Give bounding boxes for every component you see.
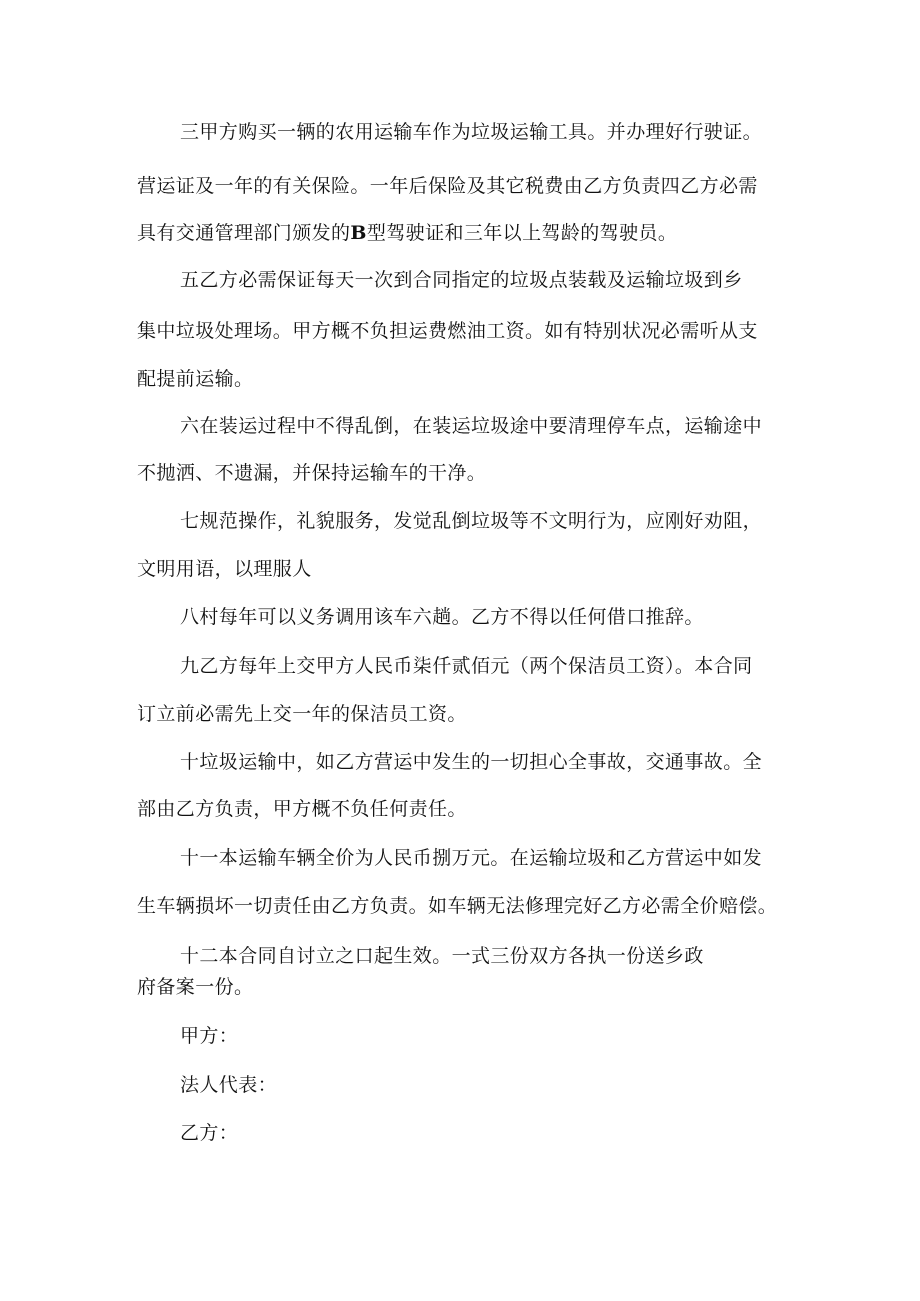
clause-5-line-1: 五乙方必需保证每天一次到合同指定的垃圾点装载及运输垃圾到乡 [180,269,743,291]
signature-party-b: 乙方： [180,1122,239,1144]
clause-11-line-1: 十一本运输车辆全价为人民币捌万元。在运输垃圾和乙方营运中如发 [180,847,763,869]
signature-legal-representative: 法人代表： [180,1074,278,1096]
clause-12-line-1: 十二本合同自讨立之口起生效。一式三份双方各执一份送乡政 [180,945,704,967]
clause-7-line-2: 文明用语，以理服人 [137,558,312,580]
clause-11-line-2: 生车辆损坏一切责任由乙方负责。如车辆无法修理完好乙方必需全价赔偿。 [137,895,778,917]
clause-3-line-1: 三甲方购买一辆的农用运输车作为垃圾运输工具。并办理好行驶证。 [180,121,763,143]
clause-9-line-2: 订立前必需先上交一年的保洁员工资。 [137,703,467,725]
clause-6-line-1: 六在装运过程中不得乱倒，在装运垃圾途中要清理停车点，运输途中 [180,415,763,437]
clause-4-text-a: 具有交通管理部门颁发的 [137,222,351,244]
clause-10-line-2: 部由乙方负责，甲方概不负任何责任。 [137,798,467,820]
clause-3-line-2: 营运证及一年的有关保险。一年后保险及其它税费由乙方负责四乙方必需 [137,175,758,197]
clause-10-line-1: 十垃圾运输中，如乙方营运中发生的一切担心全事故，交通事故。全 [180,751,763,773]
clause-4-line-1 [137,221,677,245]
signature-party-a: 甲方： [180,1025,239,1047]
license-class-letter: B [350,222,367,244]
clause-12-line-2: 府备案一份。 [137,976,254,998]
clause-7-line-1: 七规范操作，礼貌服务，发觉乱倒垃圾等不文明行为，应刚好劝阻， [180,510,763,532]
clause-5-line-3: 配提前运输。 [137,368,254,390]
clause-9-line-1: 九乙方每年上交甲方人民币柒仟贰佰元（两个保洁员工资）。本合同 [180,655,753,677]
clause-6-line-2: 不抛洒、不遗漏，并保持运输车的干净。 [137,462,487,484]
clause-5-line-2: 集中垃圾处理场。甲方概不负担运费燃油工资。如有特别状况必需听从支 [137,320,758,342]
clause-4-text-b: 型驾驶证和三年以上驾龄的驾驶员。 [366,222,678,244]
clause-8-line-1: 八村每年可以义务调用该车六趟。乙方不得以任何借口推辞。 [180,606,704,628]
